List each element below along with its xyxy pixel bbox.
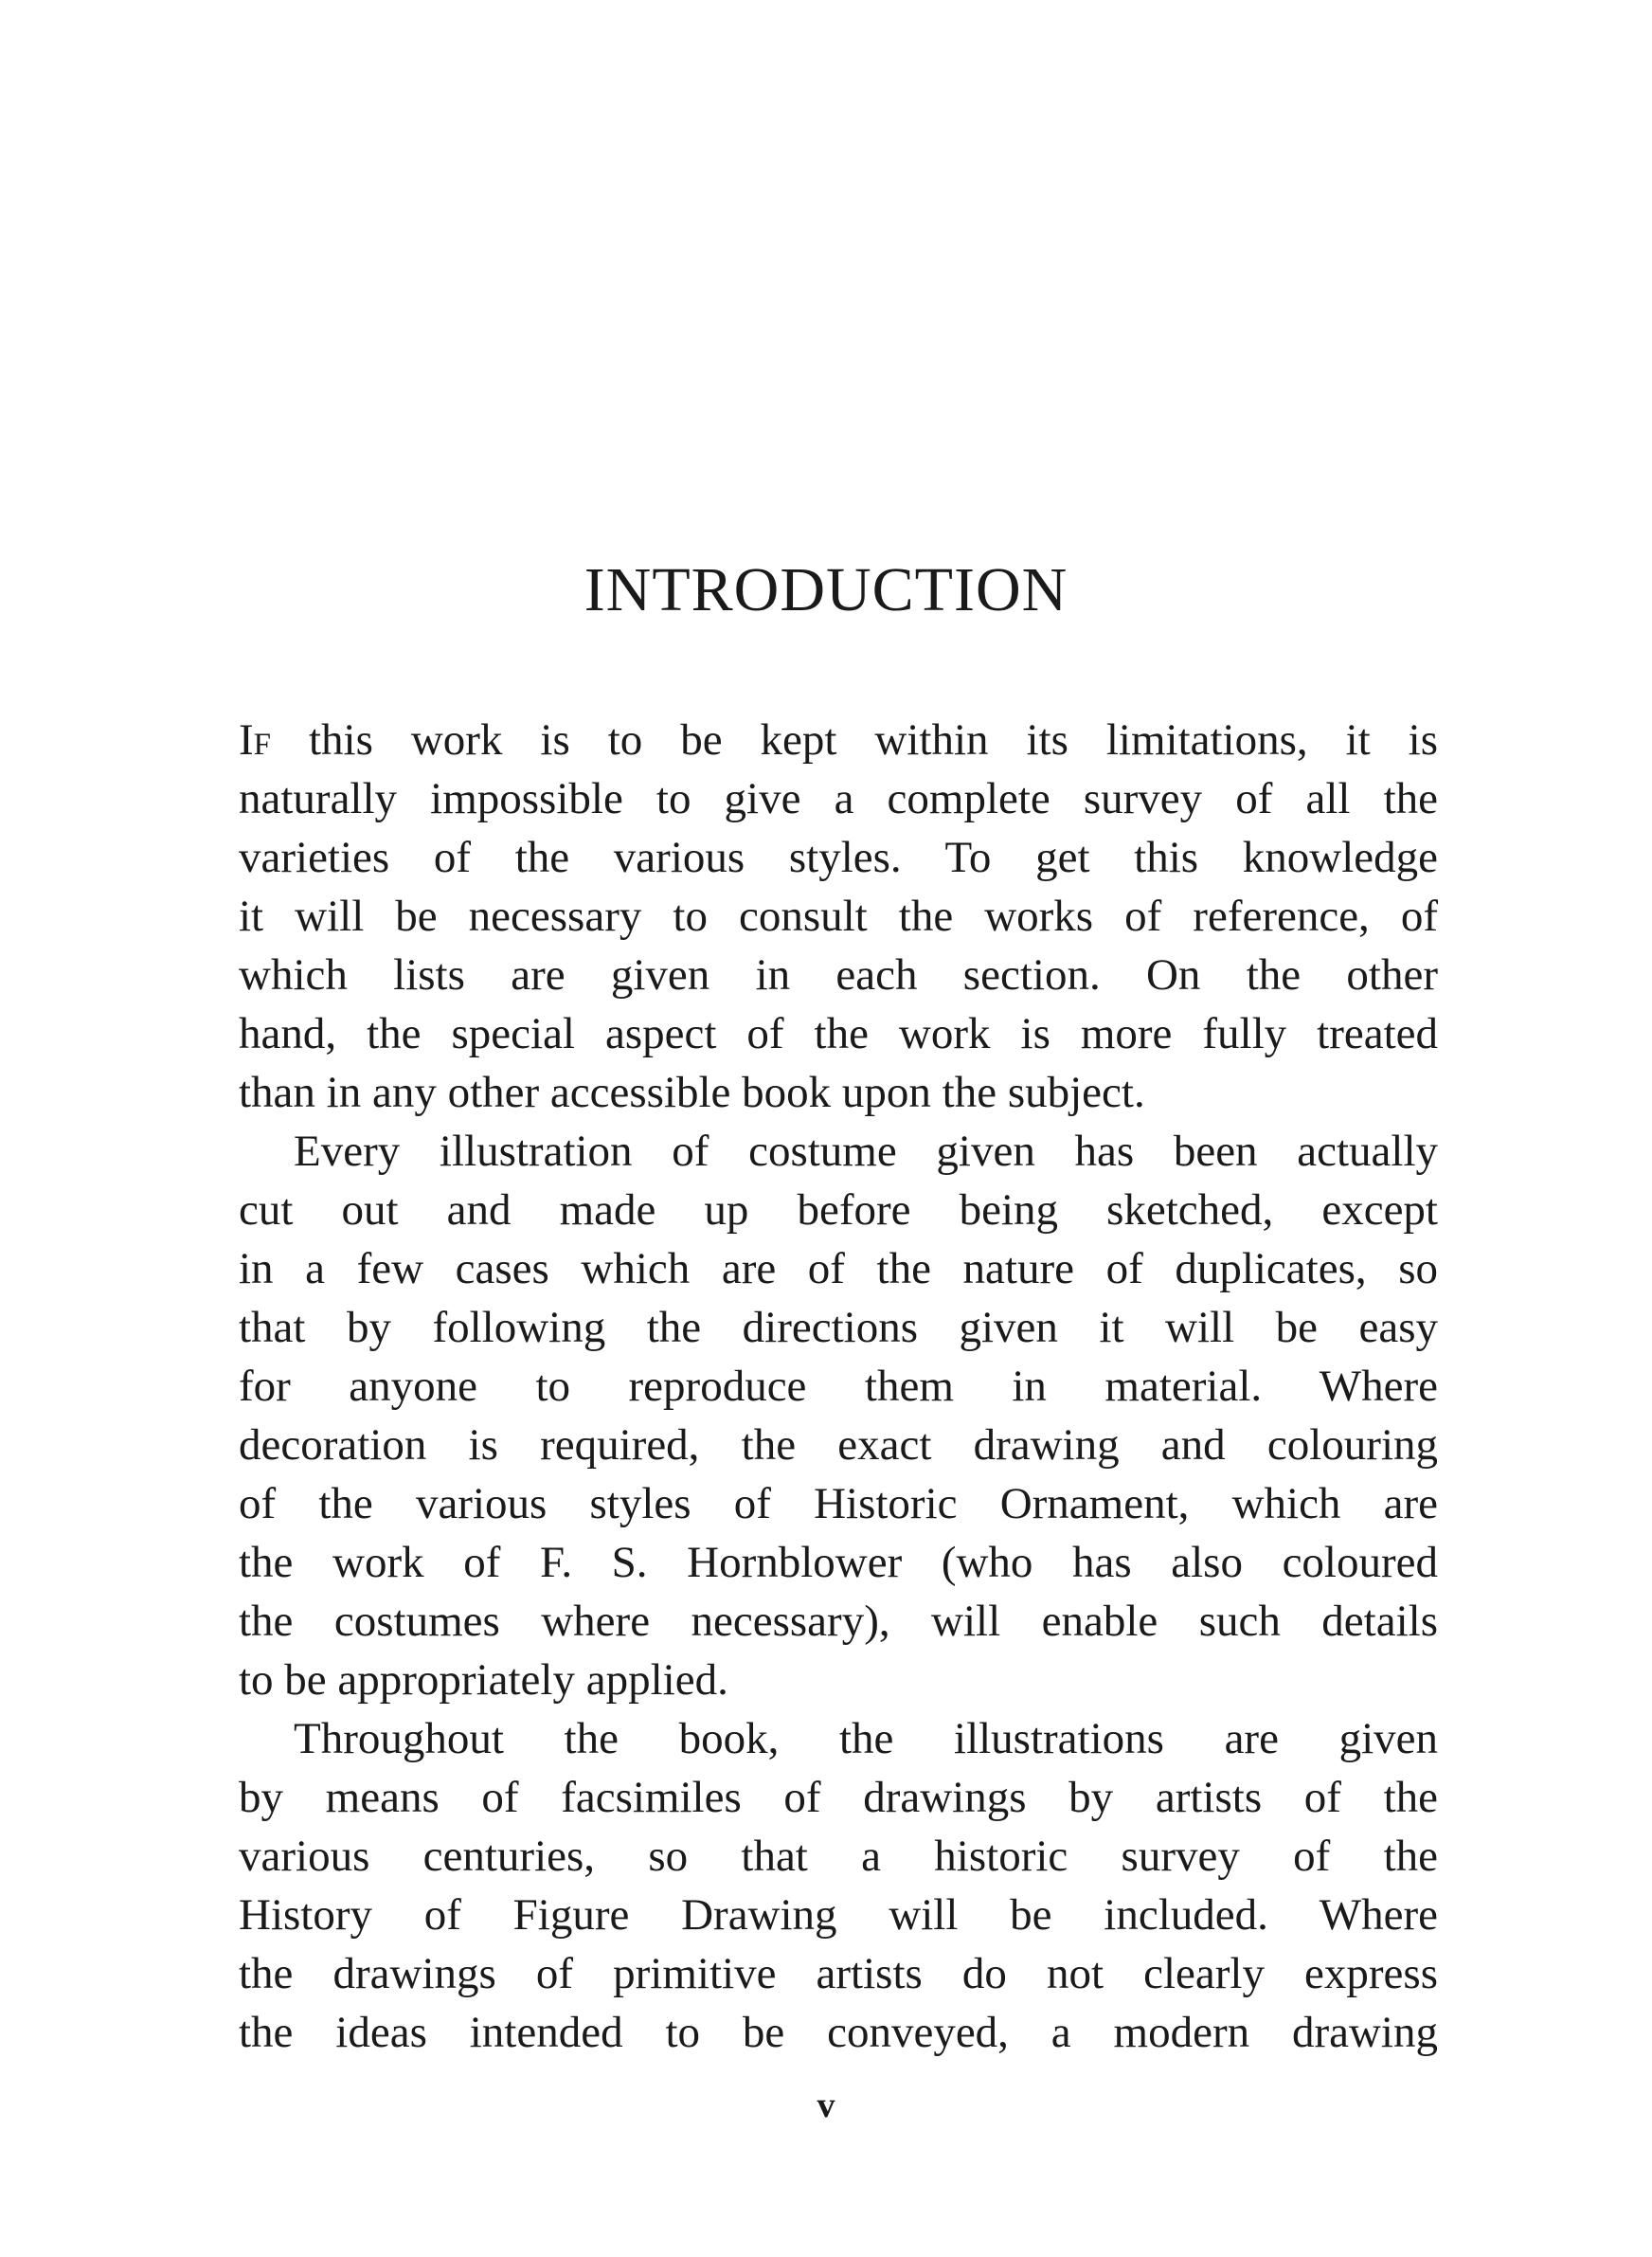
page-number: v — [817, 2085, 835, 2125]
paragraph-3-line-5: the drawings of primitive artists do not clearly express — [239, 1949, 1438, 1998]
paragraph-3-line-6: the ideas intended to be conveyed, a modern drawing — [239, 2008, 1438, 2057]
paragraph-1-line-1 — [239, 711, 1438, 769]
body-text — [239, 711, 1438, 2062]
paragraph-2-line-2: cut out and made up before being sketched, except — [239, 1185, 1438, 1235]
paragraph-1-line-3: varieties of the various styles. To get this knowledge — [239, 833, 1438, 882]
paragraph-2-line-9: the costumes where necessary), will enable such details — [239, 1597, 1438, 1646]
paragraph-3-line-3: various centuries, so that a historic survey of the — [239, 1832, 1438, 1881]
text-line: this work is to be kept within its limitations, it is — [308, 715, 1439, 765]
paragraph-2-line-3: in a few cases which are of the nature of duplicates, so — [239, 1244, 1438, 1293]
paragraph-3-line-2: by means of facsimiles of drawings by artists of the — [239, 1773, 1438, 1822]
paragraph-1-line-7: than in any other accessible book upon the subject. — [239, 1068, 1145, 1117]
paragraph-1-line-5: which lists are given in each section. On the other — [239, 950, 1438, 1000]
paragraph-1-line-2: naturally impossible to give a complete survey of all the — [239, 774, 1438, 823]
paragraph-2-line-6: decoration is required, the exact drawing and colouring — [239, 1420, 1438, 1470]
paragraph-2-line-1: Every illustration of costume given has been actually — [294, 1127, 1438, 1176]
paragraph-2-line-5: for anyone to reproduce them in material. Where — [239, 1362, 1438, 1411]
paragraph-1-line-6: hand, the special aspect of the work is more fully treated — [239, 1009, 1438, 1058]
paragraph-2-line-4: that by following the directions given it will be easy — [239, 1303, 1438, 1352]
dropcap-word: If — [239, 715, 272, 765]
paragraph-2-line-10: to be appropriately applied. — [239, 1655, 728, 1705]
paragraph-2-line-8: the work of F. S. Hornblower (who has also coloured — [239, 1538, 1438, 1587]
paragraph-1-line-4: it will be necessary to consult the works of reference, of — [239, 892, 1438, 941]
paragraph-3-line-4: History of Figure Drawing will be included. Where — [239, 1890, 1438, 1940]
page-title: INTRODUCTION — [584, 555, 1068, 624]
paragraph-2-line-7: of the various styles of Historic Ornament, which are — [239, 1479, 1438, 1528]
paragraph-3-line-1: Throughout the book, the illustrations are given — [294, 1714, 1438, 1763]
